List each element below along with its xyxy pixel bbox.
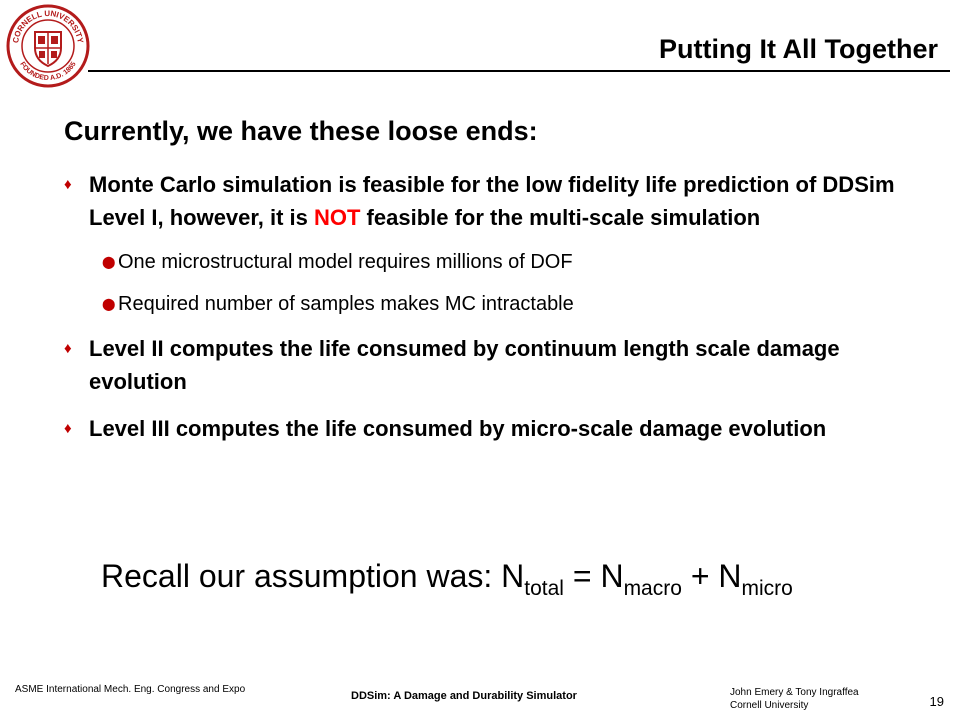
bullet-monte-carlo: ♦ Monte Carlo simulation is feasible for the low fidelity life prediction of DDSim Level I, however, it is NOT feasible for the multi-scale simulation — [64, 168, 924, 234]
page-number: 19 — [929, 694, 944, 709]
bullet-list — [64, 168, 924, 445]
slide-title: Putting It All Together — [659, 34, 938, 64]
cornell-seal-logo — [6, 4, 90, 88]
footer-conference: ASME International Mech. Eng. Congress and Expo — [15, 684, 246, 695]
diamond-bullet-icon: ♦ — [64, 420, 72, 437]
circle-bullet-icon: ⬤ — [102, 297, 116, 311]
sub-bullet-samples: ⬤ Required number of samples makes MC intractable — [64, 290, 924, 318]
circle-bullet-icon: ⬤ — [102, 255, 116, 269]
footer-authors: John Emery & Tony Ingraffea Cornell University — [730, 687, 859, 711]
section-heading: Currently, we have these loose ends: — [64, 116, 538, 146]
recall-equation: Recall our assumption was: $N_{total} = N_{macro} + N_{micro}$ — [101, 558, 793, 600]
not-highlight: NOT — [313, 205, 361, 230]
svg-text:FOUNDED A.D. 1865: FOUNDED A.D. 1865 — [18, 60, 78, 83]
bullet-level-iii: ♦ Level III computes the life consumed by micro-scale damage evolution — [64, 412, 924, 445]
sub-bullet-dof: ⬤ One microstructural model requires millions of DOF — [64, 248, 924, 276]
bullet-level-ii: ♦ Level II computes the life consumed by continuum length scale damage evolution — [64, 332, 924, 398]
diamond-bullet-icon: ♦ — [64, 176, 72, 193]
svg-text:CORNELL UNIVERSITY: CORNELL UNIVERSITY — [11, 8, 85, 44]
diamond-bullet-icon: ♦ — [64, 340, 72, 357]
footer-project-title: DDSim: A Damage and Durability Simulator — [351, 690, 577, 702]
title-divider — [88, 70, 950, 72]
